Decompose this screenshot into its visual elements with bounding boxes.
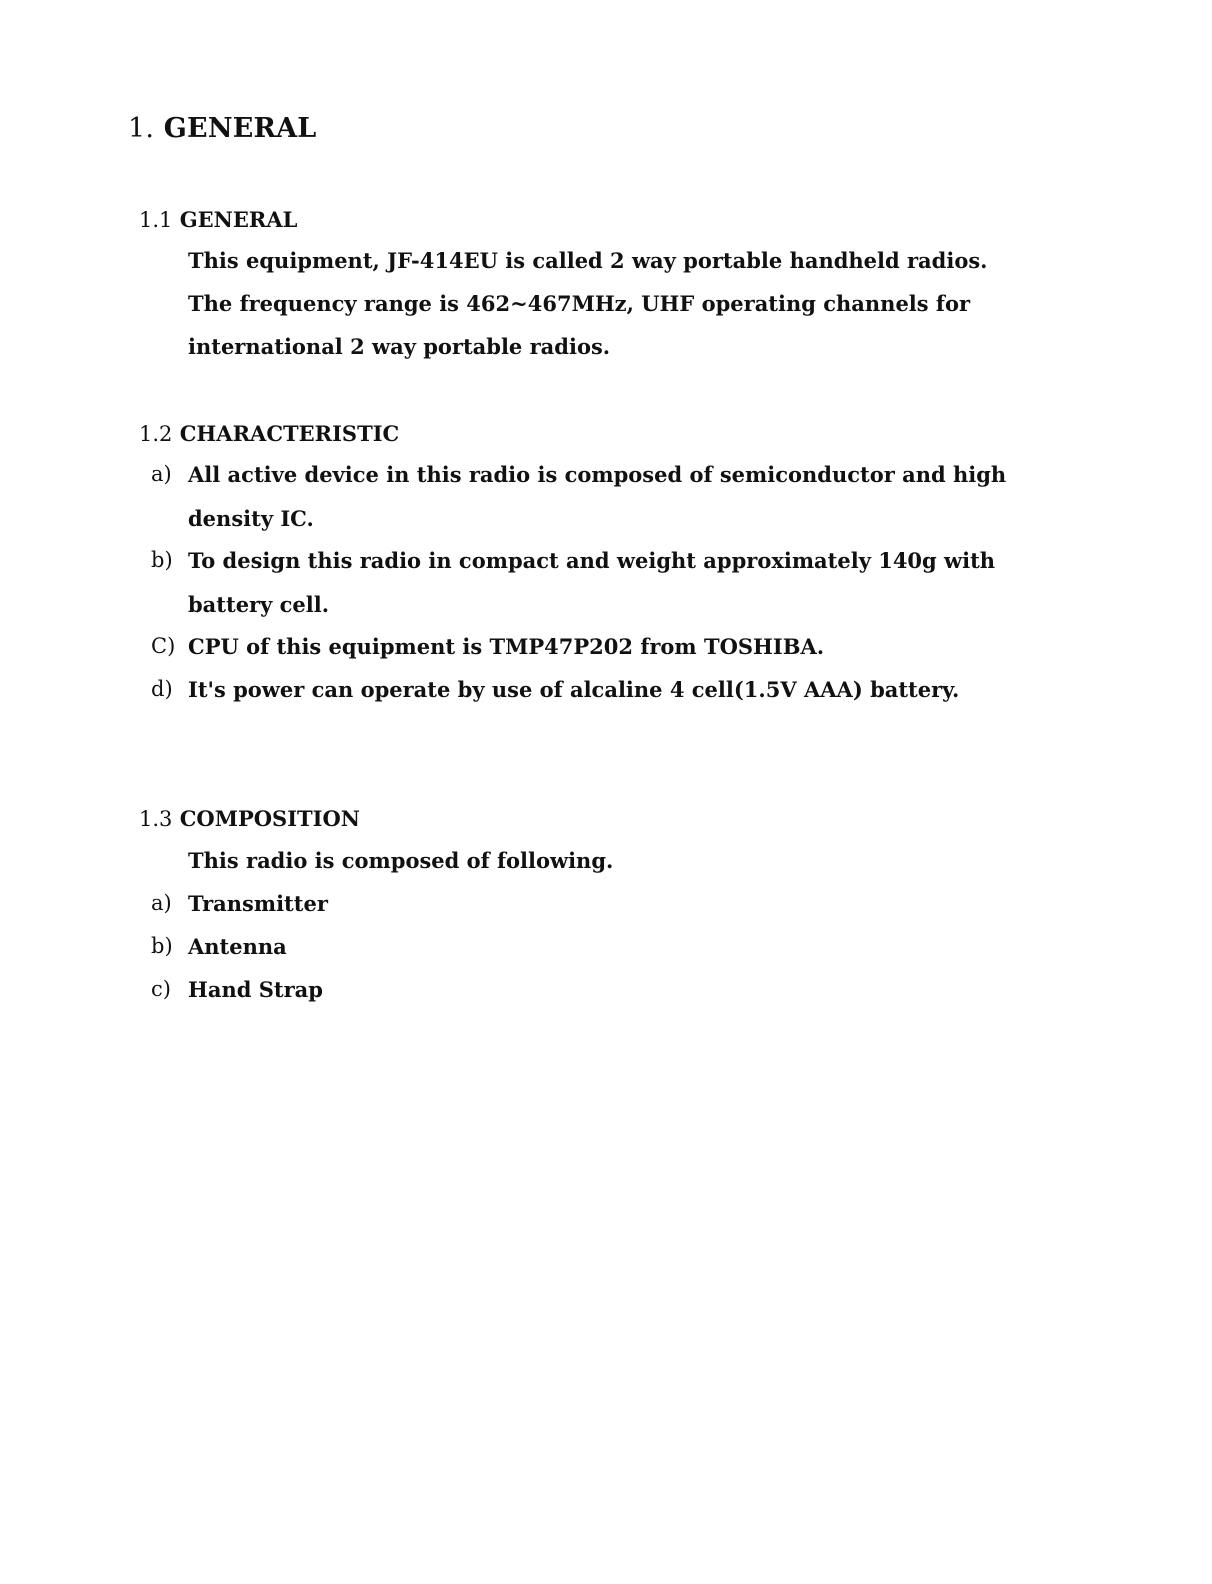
section-heading-text: COMPOSITION (179, 806, 360, 831)
list-item-text: Hand Strap (188, 977, 323, 1002)
list-marker: a) (151, 891, 172, 915)
section-number: 1.2 (139, 422, 173, 446)
paragraph-line: international 2 way portable radios. (188, 334, 611, 359)
list-item-text: Transmitter (188, 891, 328, 916)
title-number: 1. (128, 113, 155, 144)
list-marker: a) (151, 462, 172, 486)
section-number: 1.1 (139, 208, 173, 232)
section-heading (139, 421, 399, 446)
list-marker: b) (151, 548, 173, 572)
section-heading-text: GENERAL (179, 207, 298, 232)
list-item-text: To design this radio in compact and weight approximately 140g with (188, 548, 996, 573)
list-marker: d) (151, 677, 173, 701)
section-intro: This radio is composed of following. (188, 848, 614, 873)
list-item-text: CPU of this equipment is TMP47P202 from TOSHIBA. (188, 634, 825, 659)
paragraph-line: This equipment, JF-414EU is called 2 way portable handheld radios. (188, 248, 988, 273)
list-marker: c) (151, 977, 171, 1001)
title-text: GENERAL (163, 113, 317, 144)
list-item-text: It's power can operate by use of alcaline 4 cell(1.5V AAA) battery. (188, 677, 960, 702)
list-item-text: Antenna (188, 934, 287, 959)
page-title (128, 113, 316, 144)
list-item-text: density IC. (188, 506, 314, 531)
section-heading-text: CHARACTERISTIC (179, 421, 400, 446)
section-heading (139, 806, 360, 831)
paragraph-line: The frequency range is 462~467MHz, UHF operating channels for (188, 291, 971, 316)
list-marker: C) (151, 634, 176, 658)
list-item-text: battery cell. (188, 592, 330, 617)
section-number: 1.3 (139, 807, 173, 831)
list-marker: b) (151, 934, 173, 958)
section-heading (139, 207, 297, 232)
list-item-text: All active device in this radio is composed of semiconductor and high (188, 462, 1007, 487)
